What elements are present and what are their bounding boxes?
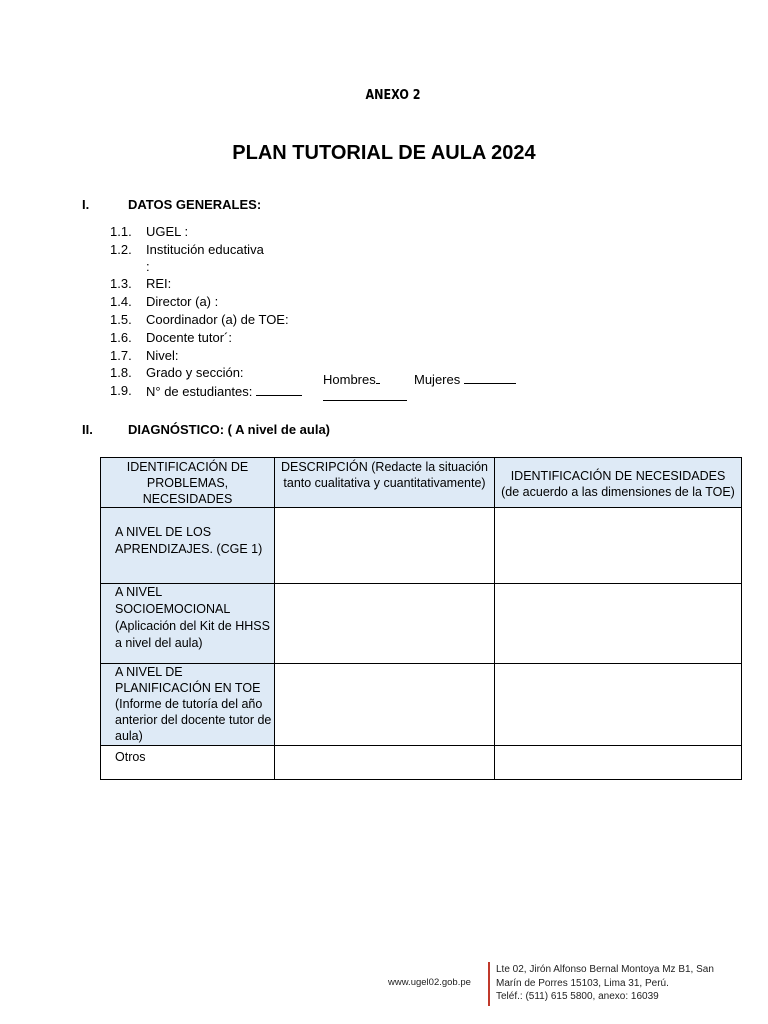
section-label: DIAGNÓSTICO: ( A nivel de aula) xyxy=(128,422,331,437)
table-header-row xyxy=(101,458,742,508)
item-label: Coordinador (a) de TOE: xyxy=(146,312,289,327)
hombres-label: Hombres xyxy=(323,372,376,387)
item-label: N° de estudiantes: xyxy=(146,384,253,399)
mujeres-label: Mujeres xyxy=(414,372,461,387)
table-row xyxy=(101,584,742,664)
row-label: A NIVEL DE LOS APRENDIZAJES. (CGE 1) xyxy=(101,508,275,584)
header-cell: IDENTIFICACIÓN DE PROBLEMAS, NECESIDADES xyxy=(101,458,275,508)
header-cell: DESCRIPCIÓN (Redacte la situación tanto cualitativa y cuantitativamente) xyxy=(275,458,495,508)
address-line: Marín de Porres 15103, Lima 31, Perú. xyxy=(496,977,669,989)
mujeres-field xyxy=(414,371,516,387)
footer-website[interactable]: www.ugel02.gob.pe xyxy=(388,977,471,988)
mujeres-blank xyxy=(464,371,516,384)
needs-cell[interactable] xyxy=(495,664,742,746)
hombres-field xyxy=(323,371,380,387)
row-label: A NIVEL SOCIOEMOCIONAL (Aplicación del Kit de HHSS a nivel del aula) xyxy=(101,584,275,664)
item-label: UGEL : xyxy=(146,224,189,239)
needs-cell[interactable] xyxy=(495,508,742,584)
row-label: Otros xyxy=(101,746,275,780)
hombres-blank xyxy=(323,400,407,401)
description-cell[interactable] xyxy=(275,746,495,780)
needs-cell[interactable] xyxy=(495,746,742,780)
item-label: Director (a) : xyxy=(146,294,219,309)
annex-label: ANEXO 2 xyxy=(365,88,421,103)
description-cell[interactable] xyxy=(275,664,495,746)
section-label: DATOS GENERALES: xyxy=(128,197,262,212)
item-number: 1.7. xyxy=(110,348,132,363)
description-cell[interactable] xyxy=(275,508,495,584)
item-number: 1.9. xyxy=(110,383,132,398)
footer-divider xyxy=(488,962,490,1006)
address-line: Teléf.: (511) 615 5800, anexo: 16039 xyxy=(496,991,659,1002)
item-number: 1.2. xyxy=(110,242,132,257)
item-number: 1.1. xyxy=(110,224,132,239)
address-line: Lte 02, Jirón Alfonso Bernal Montoya Mz B1, San xyxy=(496,964,714,975)
item-number: 1.8. xyxy=(110,365,132,380)
table-row xyxy=(101,508,742,584)
header-cell: IDENTIFICACIÓN DE NECESIDADES (de acuerdo a las dimensiones de la TOE) xyxy=(495,458,742,508)
table-row xyxy=(101,746,742,780)
document-title: PLAN TUTORIAL DE AULA 2024 xyxy=(232,142,536,164)
footer-address xyxy=(496,963,714,1004)
item-number: 1.5. xyxy=(110,312,132,327)
item-label: REI: xyxy=(146,276,172,291)
table-row xyxy=(101,664,742,746)
item-number: 1.6. xyxy=(110,330,132,345)
item-label: Docente tutor´: xyxy=(146,330,232,345)
item-label: Institución educativa xyxy=(146,242,264,257)
description-cell[interactable] xyxy=(275,584,495,664)
section-number: I. xyxy=(82,197,90,212)
diagnostic-table xyxy=(100,457,742,780)
item-label: Nivel: xyxy=(146,348,179,363)
item-number: 1.3. xyxy=(110,276,132,291)
needs-cell[interactable] xyxy=(495,584,742,664)
item-label: : xyxy=(146,259,150,274)
item-label: Grado y sección: xyxy=(146,365,244,380)
students-blank xyxy=(256,383,302,396)
section-number: II. xyxy=(82,422,93,437)
row-label: A NIVEL DE PLANIFICACIÓN EN TOE (Informe de tutoría del año anterior del docente tutor de aula) xyxy=(101,664,275,746)
item-number: 1.4. xyxy=(110,294,132,309)
